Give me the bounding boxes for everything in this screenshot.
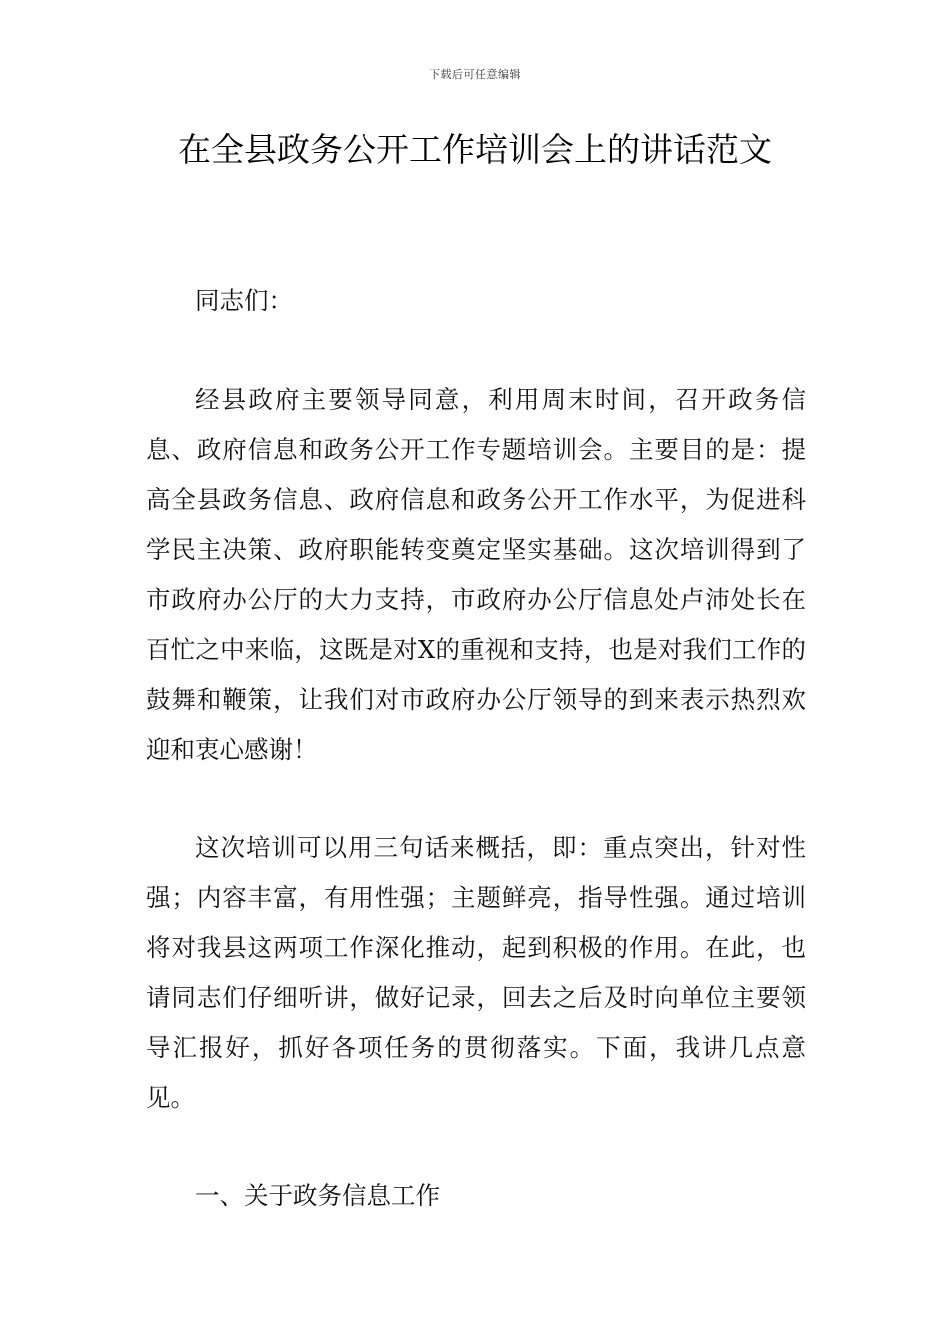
section-heading-block <box>146 1171 806 1221</box>
paragraph-1: 经县政府主要领导同意，利用周末时间，召开政务信息、政府信息和政务公开工作专题培训会。主要目的是：提高全县政务信息、政府信息和政务公开工作水平，为促进科学民主决策、政府职能转变奠定坚实基础。这次培训得到了市政府办公厅的大力支持，市政府办公厅信息处卢沛处长在百忙之中来临，这既是对X的重视和支持，也是对我们工作的鼓舞和鞭策，让我们对市政府办公厅领导的到来表示热烈欢迎和衷心感谢！ <box>146 385 806 764</box>
salutation-block <box>146 276 806 326</box>
paragraph-block-2 <box>146 823 806 1123</box>
section-heading-1: 一、关于政务信息工作 <box>195 1181 440 1210</box>
header-note: 下载后可任意编辑 <box>429 68 521 81</box>
salutation: 同志们： <box>195 286 293 315</box>
paragraph-2: 这次培训可以用三句话来概括，即：重点突出，针对性强；内容丰富，有用性强；主题鲜亮，指导性强。通过培训将对我县这两项工作深化推动，起到积极的作用。在此，也请同志们仔细听讲，做好记录，回去之后及时向单位主要领导汇报好，抓好各项任务的贯彻落实。下面，我讲几点意见。 <box>146 833 806 1112</box>
paragraph-block-1 <box>146 375 806 775</box>
document-title: 在全县政务公开工作培训会上的讲话范文 <box>178 130 772 169</box>
